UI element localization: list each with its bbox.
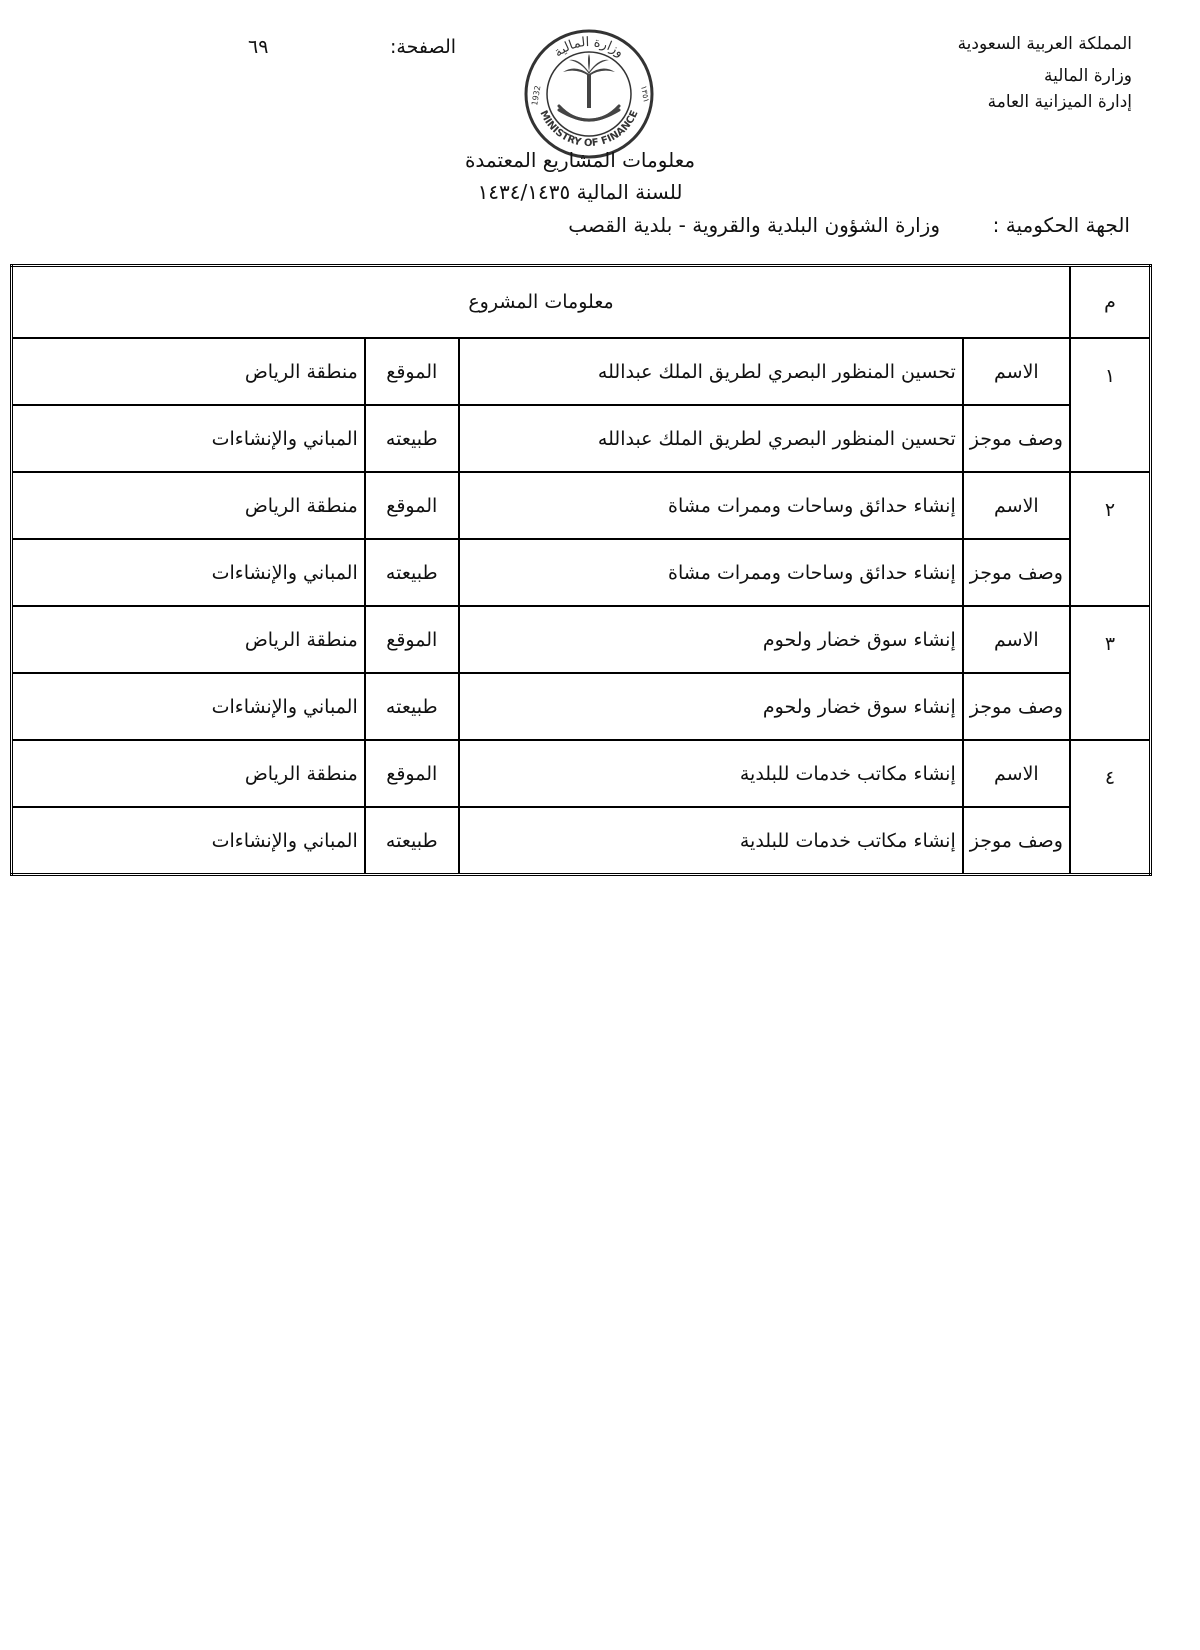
- ministry-of-finance-seal: [523, 28, 655, 160]
- page-number: ٦٩: [248, 36, 269, 58]
- project-type: المباني والإنشاءات: [12, 807, 365, 875]
- name-label: الاسم: [963, 338, 1070, 405]
- description-label: وصف موجز: [963, 807, 1070, 875]
- project-location: منطقة الرياض: [12, 338, 365, 405]
- type-label: طبيعته: [365, 673, 459, 740]
- table-row: [12, 740, 1151, 807]
- project-description: إنشاء مكاتب خدمات للبلدية: [459, 807, 963, 875]
- palm-tree-icon: [563, 54, 615, 108]
- column-header-project-info: معلومات المشروع: [12, 266, 1071, 339]
- location-label: الموقع: [365, 338, 459, 405]
- description-label: وصف موجز: [963, 673, 1070, 740]
- table-row: [12, 472, 1151, 539]
- seal-year-right: ١٣٥١: [639, 84, 651, 104]
- table-row: [12, 539, 1151, 606]
- description-label: وصف موجز: [963, 405, 1070, 472]
- seal-year-left: 1932: [530, 84, 543, 107]
- name-label: الاسم: [963, 606, 1070, 673]
- type-label: طبيعته: [365, 807, 459, 875]
- type-label: طبيعته: [365, 405, 459, 472]
- project-name: إنشاء سوق خضار ولحوم: [459, 606, 963, 673]
- location-label: الموقع: [365, 606, 459, 673]
- project-location: منطقة الرياض: [12, 606, 365, 673]
- project-location: منطقة الرياض: [12, 472, 365, 539]
- seal-top-text: وزارة المالية: [551, 34, 627, 61]
- project-number: ٢: [1070, 472, 1151, 606]
- fiscal-year: للسنة المالية ١٤٣٤/١٤٣٥: [477, 180, 683, 204]
- project-name: إنشاء مكاتب خدمات للبلدية: [459, 740, 963, 807]
- agency-value: وزارة الشؤون البلدية والقروية - بلدية القصب: [568, 213, 940, 237]
- column-header-number: م: [1070, 266, 1151, 339]
- table-row: [12, 606, 1151, 673]
- crossed-swords-icon: [559, 106, 619, 120]
- table-header-row: [12, 266, 1151, 339]
- location-label: الموقع: [365, 472, 459, 539]
- table-row: [12, 807, 1151, 875]
- project-description: إنشاء حدائق وساحات وممرات مشاة: [459, 539, 963, 606]
- project-name: تحسين المنظور البصري لطريق الملك عبدالله: [459, 338, 963, 405]
- project-number: ٤: [1070, 740, 1151, 875]
- table-row: [12, 405, 1151, 472]
- project-description: إنشاء سوق خضار ولحوم: [459, 673, 963, 740]
- project-type: المباني والإنشاءات: [12, 539, 365, 606]
- table-row: [12, 338, 1151, 405]
- description-label: وصف موجز: [963, 539, 1070, 606]
- ministry-name: وزارة المالية: [1044, 66, 1132, 86]
- project-type: المباني والإنشاءات: [12, 673, 365, 740]
- projects-table: [10, 264, 1152, 876]
- location-label: الموقع: [365, 740, 459, 807]
- project-number: ١: [1070, 338, 1151, 472]
- name-label: الاسم: [963, 740, 1070, 807]
- department-name: إدارة الميزانية العامة: [987, 92, 1132, 112]
- project-type: المباني والإنشاءات: [12, 405, 365, 472]
- project-location: منطقة الرياض: [12, 740, 365, 807]
- project-description: تحسين المنظور البصري لطريق الملك عبدالله: [459, 405, 963, 472]
- agency-label: الجهة الحكومية :: [992, 213, 1130, 237]
- project-number: ٣: [1070, 606, 1151, 740]
- document-title: معلومات المشاريع المعتمدة: [464, 148, 696, 172]
- kingdom-name: المملكة العربية السعودية: [957, 34, 1132, 54]
- seal-bottom-text: MINISTRY OF FINANCE: [537, 108, 641, 150]
- project-name: إنشاء حدائق وساحات وممرات مشاة: [459, 472, 963, 539]
- type-label: طبيعته: [365, 539, 459, 606]
- page-label: الصفحة:: [390, 36, 457, 58]
- name-label: الاسم: [963, 472, 1070, 539]
- table-row: [12, 673, 1151, 740]
